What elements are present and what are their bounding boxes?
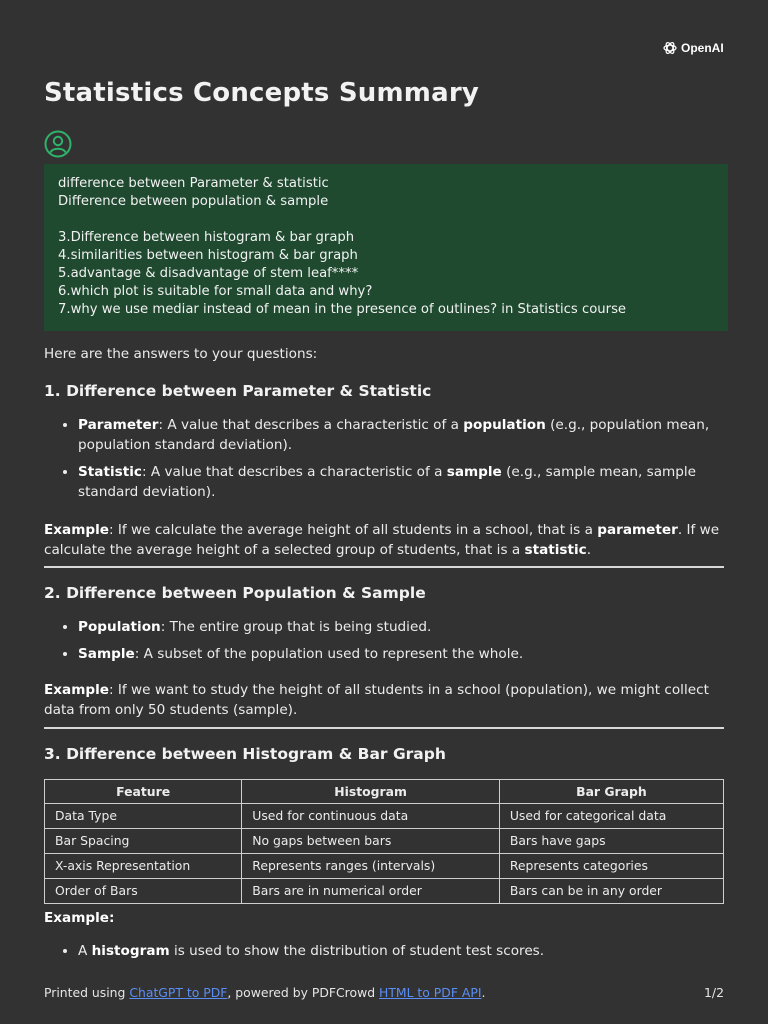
- openai-logo-icon: [662, 40, 678, 56]
- table-cell: Bars are in numerical order: [242, 879, 500, 904]
- table-row: [45, 829, 724, 854]
- example-paragraph: Example: If we want to study the height of all students in a school (population), we might collect data from only 50 students (sample).: [44, 682, 709, 718]
- page-title: Statistics Concepts Summary: [44, 78, 479, 108]
- prompt-line: 6.which plot is suitable for small data and why?: [58, 284, 373, 299]
- list-item: • A histogram is used to show the distribution of student test scores.: [78, 941, 724, 961]
- table-header-cell: Histogram: [242, 780, 500, 804]
- prompt-line: difference between Parameter & statistic: [58, 176, 329, 191]
- table-cell: Bar Spacing: [45, 829, 242, 854]
- list-item: • Sample: A subset of the population used to represent the whole.: [78, 644, 724, 664]
- example-paragraph: Example: If we calculate the average height of all students in a school, that is a parameter. If we calculate the average height of a selected group of students, that is a statistic.: [44, 522, 720, 558]
- footer-credit: Printed using ChatGPT to PDF, powered by PDFCrowd HTML to PDF API.: [44, 985, 486, 1000]
- prompt-line: 5.advantage & disadvantage of stem leaf****: [58, 266, 359, 281]
- table-row: [45, 804, 724, 829]
- table-header-row: [45, 780, 724, 804]
- intro-text: Here are the answers to your questions:: [44, 346, 318, 362]
- divider: [44, 566, 724, 568]
- bullet-list: [44, 617, 724, 664]
- example-label: Example:: [44, 910, 115, 926]
- table-header-cell: Bar Graph: [499, 780, 723, 804]
- openai-logo: [662, 40, 724, 56]
- answer-content: [44, 344, 724, 968]
- table-cell: Represents categories: [499, 854, 723, 879]
- table-row: [45, 854, 724, 879]
- table-cell: Used for continuous data: [242, 804, 500, 829]
- table-cell: No gaps between bars: [242, 829, 500, 854]
- user-prompt: [44, 164, 728, 331]
- table-cell: Bars can be in any order: [499, 879, 723, 904]
- prompt-line: 7.why we use mediar instead of mean in the presence of outlines? in Statistics course: [58, 302, 627, 317]
- table-row: [45, 879, 724, 904]
- chatgpt-to-pdf-link[interactable]: ChatGPT to PDF: [129, 985, 228, 1000]
- list-item: • Parameter: A value that describes a characteristic of a population (e.g., population mean, population standard deviation).: [78, 415, 724, 455]
- divider: [44, 727, 724, 729]
- table-cell: Used for categorical data: [499, 804, 723, 829]
- bullet-list: [44, 415, 724, 502]
- table-cell: Represents ranges (intervals): [242, 854, 500, 879]
- section-heading: 3. Difference between Histogram & Bar Graph: [44, 745, 446, 763]
- table-header-cell: Feature: [45, 780, 242, 804]
- html-to-pdf-api-link[interactable]: HTML to PDF API: [379, 985, 482, 1000]
- section-heading: 2. Difference between Population & Sample: [44, 584, 426, 602]
- user-avatar-icon: [44, 130, 72, 158]
- page-footer: [44, 985, 724, 1000]
- list-item: • Population: The entire group that is being studied.: [78, 617, 724, 637]
- prompt-line: Difference between population & sample: [58, 194, 329, 209]
- list-item: • Statistic: A value that describes a characteristic of a sample (e.g., sample mean, sample standard deviation).: [78, 462, 724, 502]
- comparison-table: [44, 779, 724, 904]
- table-cell: Order of Bars: [45, 879, 242, 904]
- bullet-list: [44, 941, 724, 961]
- prompt-line: 3.Difference between histogram & bar graph: [58, 230, 355, 245]
- section-heading: 1. Difference between Parameter & Statistic: [44, 382, 432, 400]
- table-cell: Data Type: [45, 804, 242, 829]
- brand-name: OpenAI: [681, 41, 724, 55]
- prompt-line: 4.similarities between histogram & bar graph: [58, 248, 358, 263]
- table-cell: X-axis Representation: [45, 854, 242, 879]
- page-number: 1/2: [704, 985, 724, 1000]
- table-cell: Bars have gaps: [499, 829, 723, 854]
